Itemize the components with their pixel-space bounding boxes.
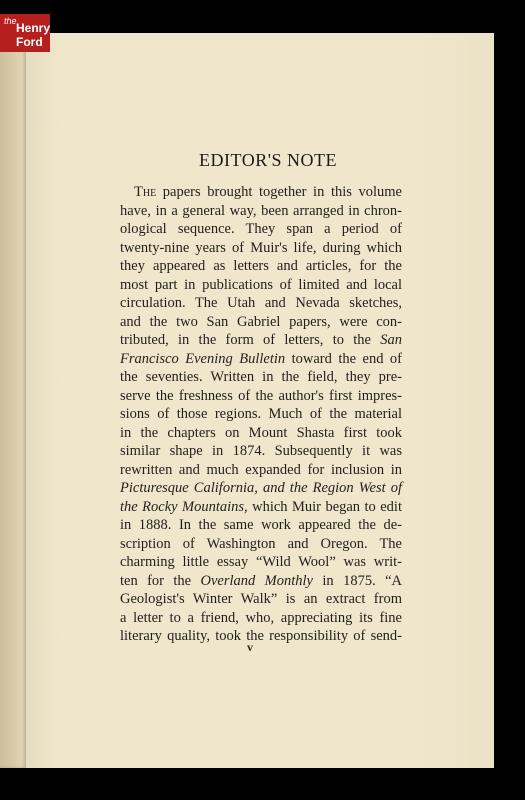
text-run: toward the end of (285, 350, 402, 367)
text-run: serve the freshness of the author's first impres- (120, 387, 402, 404)
text-run: charming little essay “Wild Wool” was writ- (120, 554, 402, 570)
text-line (120, 609, 402, 628)
text-run: circulation. The Utah and Nevada sketches, (120, 295, 402, 311)
text-run: have, in a general way, been arranged in chron- (120, 202, 402, 219)
text-run: literary quality, took the responsibility of send- (120, 628, 402, 644)
text-line (120, 350, 402, 369)
italic-title: Overland Monthly (200, 572, 313, 589)
text-run: ological sequence. They span a period of (120, 221, 402, 237)
text-run: the seventies. Written in the field, they pre- (120, 369, 402, 385)
text-line (120, 590, 402, 609)
text-line (120, 424, 402, 443)
text-run: similar shape in 1874. Subsequently it was (120, 443, 402, 459)
text-run: a letter to a friend, who, appreciating its fine (120, 609, 402, 626)
text-run: in 1888. In the same work appeared the de- (120, 517, 402, 533)
text-run: which Muir began to edit (247, 498, 402, 515)
logo-the: the (4, 16, 17, 26)
text-run: ten for the (120, 572, 201, 589)
text-run: papers brought together in this volume (156, 184, 402, 200)
text-line (120, 461, 402, 480)
text-run: in 1875. “A (313, 572, 402, 589)
small-caps-lead: The (134, 184, 157, 200)
text-line (120, 405, 402, 424)
text-run: they appeared as letters and articles, for the (120, 258, 402, 274)
henry-ford-logo (0, 14, 50, 52)
text-run: tributed, in the form of letters, to the (120, 332, 381, 348)
italic-title: Picturesque California, and the Region West of (120, 480, 402, 496)
logo-ford: Ford (16, 35, 43, 49)
text-run: in the chapters on Mount Shasta first took (120, 424, 402, 441)
text-run: rewritten and much expanded for inclusion in (120, 461, 402, 478)
text-run: sions of those regions. Much of the material (120, 406, 402, 422)
page-heading: EDITOR'S NOTE (199, 150, 337, 170)
italic-title: San (380, 332, 402, 348)
text-line (120, 553, 402, 572)
text-run: twenty-nine years of Muir's life, during which (120, 239, 402, 256)
page-number: v (247, 640, 253, 654)
text-line (120, 220, 402, 239)
text-line (120, 331, 402, 350)
logo-henry: Henry (16, 21, 51, 35)
text-run: scription of Washington and Oregon. The (120, 535, 402, 552)
text-run: and the two San Gabriel papers, were con- (120, 313, 402, 330)
text-line (120, 535, 402, 554)
text-line (120, 387, 402, 406)
text-line (120, 498, 402, 517)
body-paragraph (120, 183, 402, 646)
italic-title: Francisco Evening Bulletin (120, 350, 286, 367)
text-line (120, 239, 402, 258)
text-run: Geologist's Winter Walk” is an extract from (120, 591, 402, 607)
text-line (120, 183, 402, 202)
text-line (120, 442, 402, 461)
text-line (120, 572, 402, 591)
text-run: most part in publications of limited and local (120, 276, 402, 293)
facing-page-edge (0, 33, 26, 768)
text-line (120, 479, 402, 498)
text-line (120, 294, 402, 313)
text-line (120, 313, 402, 332)
text-line (120, 368, 402, 387)
text-line (120, 257, 402, 276)
text-line (120, 202, 402, 221)
text-line (120, 516, 402, 535)
text-line (120, 276, 402, 295)
italic-title: the Rocky Mountains, (120, 498, 248, 515)
